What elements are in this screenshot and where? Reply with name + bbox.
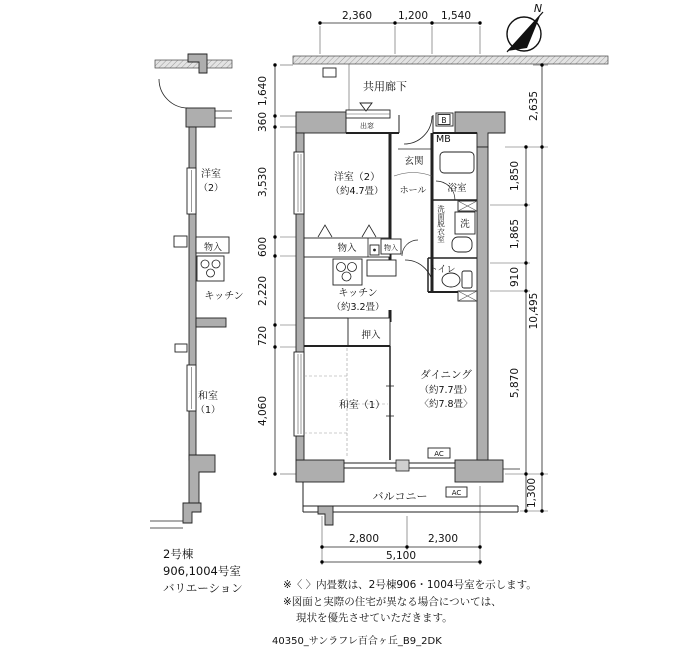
leftplan-western-room2-label: 洋室 — [201, 169, 221, 180]
kitchen-counter — [367, 260, 396, 276]
main-plan — [294, 103, 505, 482]
dim-right-1865: 1,865 — [509, 218, 521, 250]
dim-top-1: 2,360 — [341, 10, 373, 22]
dim-left-4: 600 — [257, 236, 269, 258]
kitchen-size: （約3.2畳） — [331, 302, 385, 313]
compass-n-label: N — [533, 2, 543, 15]
dim-bottom-2300: 2,300 — [427, 533, 459, 545]
dim-left-7: 4,060 — [257, 395, 269, 427]
north-compass-icon — [507, 2, 543, 52]
washbasin-icon — [452, 237, 472, 252]
title-building: 2号棟 — [163, 547, 194, 561]
title-rooms: 906,1004号室 — [163, 564, 241, 578]
entrance-label: 玄関 — [404, 156, 424, 167]
hall-label: ホール — [399, 186, 427, 196]
dim-right-10495: 10,495 — [528, 292, 540, 330]
balcony-label: バルコニー — [372, 490, 428, 503]
corridor-label: 共用廊下 — [363, 80, 407, 93]
meter-mb-label: MB — [436, 134, 451, 145]
note-line3: 現状を優先させていただきます。 — [296, 612, 453, 624]
bay-window — [346, 103, 390, 130]
dim-top-3: 1,540 — [440, 10, 472, 22]
oshiire-label: 押入 — [361, 330, 381, 341]
left-variation-plan — [150, 54, 244, 528]
bathtub-icon — [440, 152, 474, 173]
dim-right-1850: 1,850 — [509, 160, 521, 192]
washer-label: 洗 — [460, 219, 470, 230]
dim-left-6: 720 — [257, 325, 269, 347]
bay-window-label: 出窓 — [360, 122, 374, 130]
drawing-number: 40350_サンラフレ百合ヶ丘_B9_2DK — [272, 636, 442, 647]
ac-balcony-label: AC — [451, 489, 462, 497]
dim-left-1: 1,640 — [257, 75, 269, 107]
title-block — [163, 547, 243, 595]
dim-bottom-5100: 5,100 — [385, 550, 417, 562]
note-line1: ※〈 〉内畳数は、2号棟906・1004号室を示します。 — [283, 579, 537, 591]
washroom-label: 洗面脱衣室 — [436, 205, 446, 243]
leftplan-storage-label: 物入 — [203, 243, 223, 253]
dim-bottom-2800: 2,800 — [348, 533, 380, 545]
dim-top-2: 1,200 — [397, 10, 429, 22]
leftplan-kitchen-label: キッチン — [204, 291, 244, 302]
dim-left-2: 360 — [257, 111, 269, 133]
dim-right-910: 910 — [509, 266, 521, 288]
kitchen-stove-icon — [333, 259, 362, 285]
dim-right-5870: 5,870 — [509, 367, 521, 399]
dining-size2: 〈約7.8畳〉 — [419, 399, 473, 410]
dim-left-3: 3,530 — [257, 166, 269, 198]
bath-label: 浴室 — [447, 183, 467, 194]
leftplan-japanese-room1-number: （1） — [195, 405, 221, 416]
storage-door-arc — [402, 240, 418, 256]
dim-right-2635: 2,635 — [528, 90, 540, 122]
notes — [272, 578, 537, 647]
ac-indoor-label: AC — [434, 450, 444, 458]
toilet-label: トイレ — [429, 265, 456, 275]
kitchen-label: キッチン — [338, 288, 378, 299]
japanese-room1-label: 和室（1） — [338, 400, 386, 411]
storage-large-label: 物入 — [337, 243, 357, 254]
leftplan-western-room2-number: （2） — [198, 183, 224, 194]
leftplan-japanese-room1-label: 和室 — [198, 391, 218, 402]
meter-b-label: B — [441, 116, 447, 125]
common-corridor — [155, 56, 608, 110]
note-line2: ※図面と実際の住宅が異なる場合については、 — [283, 596, 502, 608]
dining-size1: （約7.7畳） — [419, 385, 473, 396]
dim-right-1300: 1,300 — [526, 477, 538, 509]
storage-small-label: 物入 — [384, 244, 398, 252]
entrance-door-arc — [404, 116, 432, 144]
western-room2-label: 洋室（2） — [333, 172, 381, 183]
title-variation: バリエーション — [163, 581, 243, 595]
dining-label: ダイニング — [420, 369, 472, 381]
western-room2-size: （約4.7畳） — [330, 186, 384, 197]
dim-left-5: 2,220 — [257, 275, 269, 307]
